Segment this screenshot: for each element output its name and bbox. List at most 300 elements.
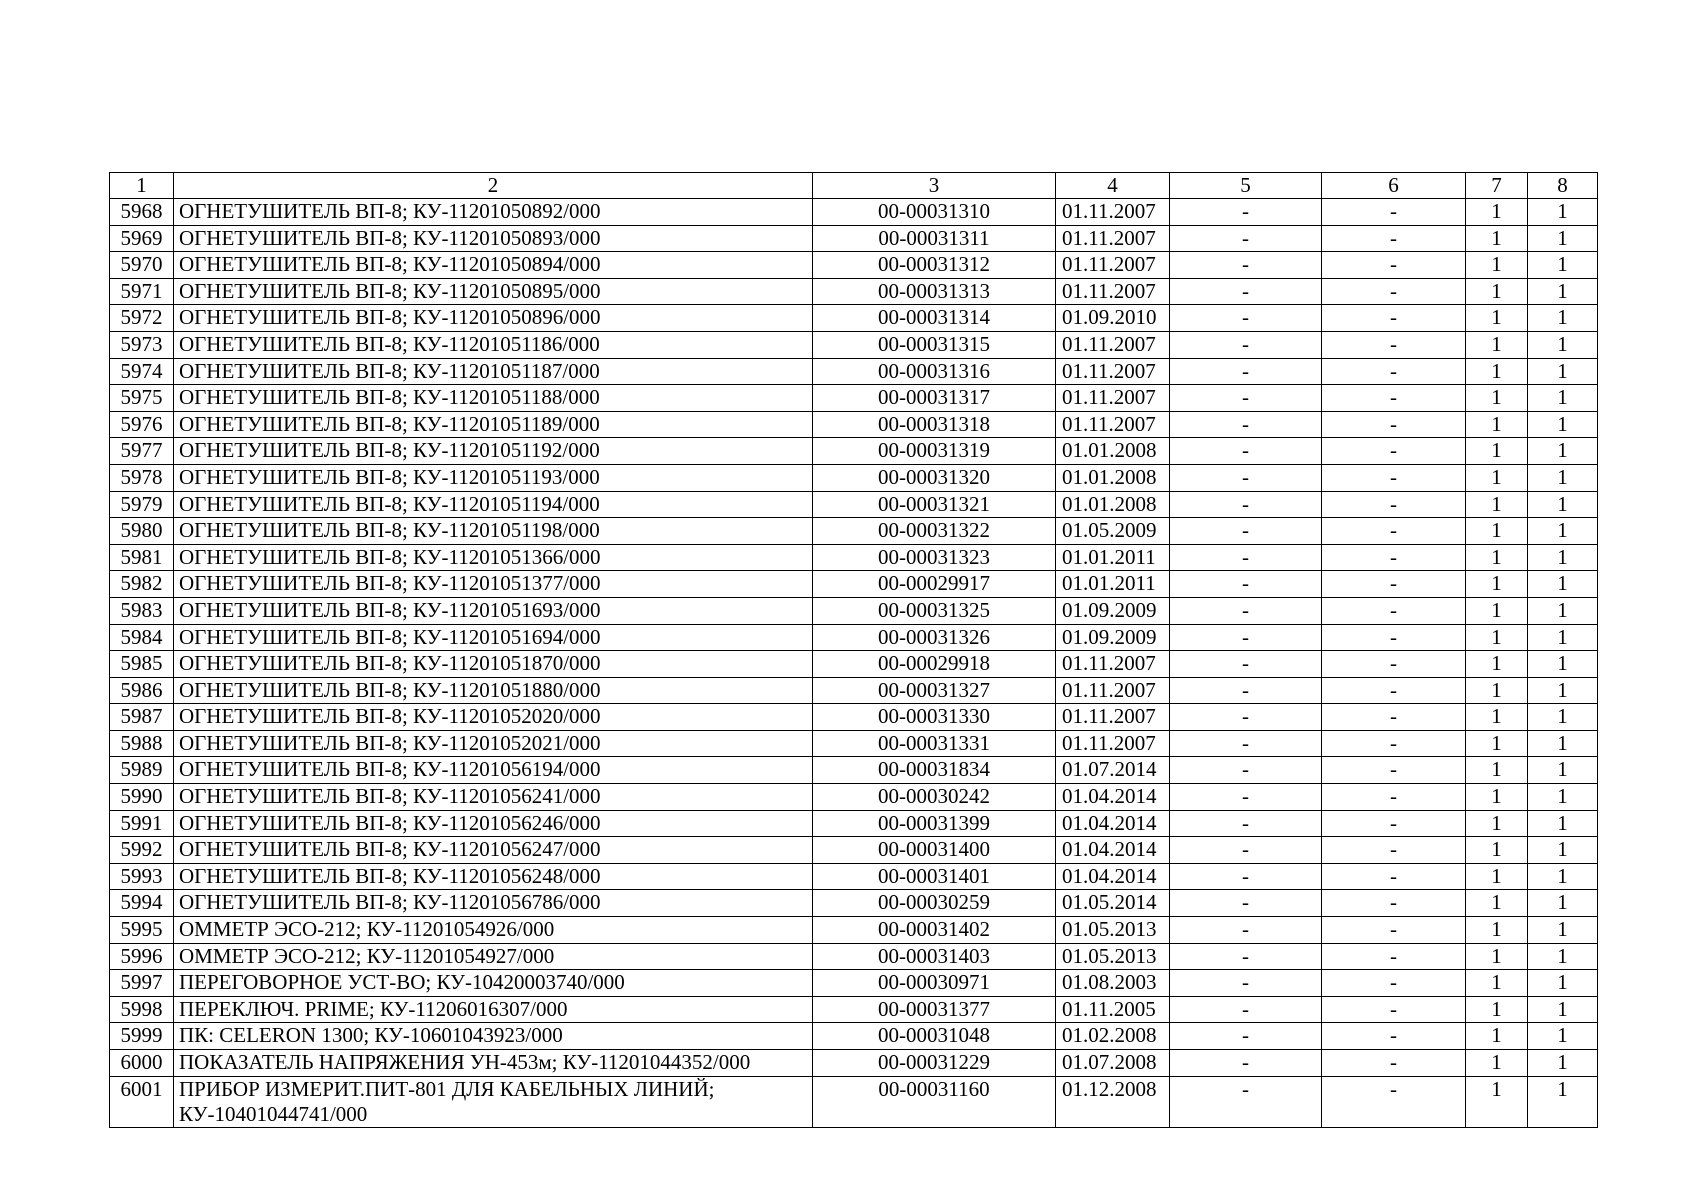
table-row bbox=[110, 677, 1598, 704]
item-name: ОГНЕТУШИТЕЛЬ ВП-8; КУ-11201051693/000 bbox=[174, 597, 813, 624]
row-number: 5981 bbox=[110, 544, 174, 571]
column-7-value: 1 bbox=[1466, 278, 1528, 305]
item-name: ОГНЕТУШИТЕЛЬ ВП-8; КУ-11201051186/000 bbox=[174, 331, 813, 358]
column-6-value: - bbox=[1322, 863, 1466, 890]
date: 01.05.2013 bbox=[1056, 917, 1170, 944]
column-7-value: 1 bbox=[1466, 917, 1528, 944]
item-name: ОГНЕТУШИТЕЛЬ ВП-8; КУ-11201051198/000 bbox=[174, 518, 813, 545]
column-7-value: 1 bbox=[1466, 784, 1528, 811]
column-8-value: 1 bbox=[1528, 464, 1598, 491]
column-5-value: - bbox=[1170, 518, 1322, 545]
date: 01.01.2008 bbox=[1056, 464, 1170, 491]
inventory-number: 00-00031313 bbox=[813, 278, 1056, 305]
column-7-value: 1 bbox=[1466, 305, 1528, 332]
date: 01.01.2008 bbox=[1056, 438, 1170, 465]
item-name: ОГНЕТУШИТЕЛЬ ВП-8; КУ-11201056247/000 bbox=[174, 837, 813, 864]
date: 01.09.2009 bbox=[1056, 624, 1170, 651]
column-8-value: 1 bbox=[1528, 784, 1598, 811]
item-name: ОГНЕТУШИТЕЛЬ ВП-8; КУ-11201056786/000 bbox=[174, 890, 813, 917]
table-row bbox=[110, 1023, 1598, 1050]
row-number: 5990 bbox=[110, 784, 174, 811]
item-name: ПОКАЗАТЕЛЬ НАПРЯЖЕНИЯ УН-453м; КУ-11201044352/000 bbox=[174, 1050, 813, 1077]
table-row bbox=[110, 1076, 1598, 1127]
inventory-number: 00-00031834 bbox=[813, 757, 1056, 784]
table-row bbox=[110, 225, 1598, 252]
column-5-value: - bbox=[1170, 438, 1322, 465]
column-7-value: 1 bbox=[1466, 704, 1528, 731]
column-7-value: 1 bbox=[1466, 491, 1528, 518]
column-8-value: 1 bbox=[1528, 810, 1598, 837]
table-row bbox=[110, 411, 1598, 438]
table-row bbox=[110, 438, 1598, 465]
inventory-number: 00-00031312 bbox=[813, 252, 1056, 279]
table-row bbox=[110, 970, 1598, 997]
column-6-value: - bbox=[1322, 943, 1466, 970]
row-number: 5994 bbox=[110, 890, 174, 917]
date: 01.11.2007 bbox=[1056, 278, 1170, 305]
item-name: ОГНЕТУШИТЕЛЬ ВП-8; КУ-11201051189/000 bbox=[174, 411, 813, 438]
column-5-value: - bbox=[1170, 305, 1322, 332]
row-number: 5991 bbox=[110, 810, 174, 837]
item-name: ОГНЕТУШИТЕЛЬ ВП-8; КУ-11201050896/000 bbox=[174, 305, 813, 332]
column-6-value: - bbox=[1322, 464, 1466, 491]
row-number: 5986 bbox=[110, 677, 174, 704]
column-8-value: 1 bbox=[1528, 1076, 1598, 1127]
row-number: 5995 bbox=[110, 917, 174, 944]
inventory-number: 00-00030259 bbox=[813, 890, 1056, 917]
column-8-value: 1 bbox=[1528, 943, 1598, 970]
column-5-value: - bbox=[1170, 385, 1322, 412]
column-5-value: - bbox=[1170, 225, 1322, 252]
column-8-value: 1 bbox=[1528, 597, 1598, 624]
column-6-value: - bbox=[1322, 757, 1466, 784]
column-5-value: - bbox=[1170, 917, 1322, 944]
column-5-value: - bbox=[1170, 730, 1322, 757]
column-5-value: - bbox=[1170, 358, 1322, 385]
table-row bbox=[110, 837, 1598, 864]
inventory-number: 00-00031311 bbox=[813, 225, 1056, 252]
inventory-number: 00-00031320 bbox=[813, 464, 1056, 491]
item-name: ОГНЕТУШИТЕЛЬ ВП-8; КУ-11201051188/000 bbox=[174, 385, 813, 412]
inventory-number: 00-00029918 bbox=[813, 651, 1056, 678]
column-6-value: - bbox=[1322, 331, 1466, 358]
column-7-value: 1 bbox=[1466, 677, 1528, 704]
column-7-value: 1 bbox=[1466, 1023, 1528, 1050]
column-6-value: - bbox=[1322, 730, 1466, 757]
column-8-value: 1 bbox=[1528, 996, 1598, 1023]
column-5-value: - bbox=[1170, 544, 1322, 571]
column-8-value: 1 bbox=[1528, 358, 1598, 385]
row-number: 5973 bbox=[110, 331, 174, 358]
column-6-value: - bbox=[1322, 278, 1466, 305]
date: 01.04.2014 bbox=[1056, 863, 1170, 890]
table-row bbox=[110, 597, 1598, 624]
inventory-number: 00-00031310 bbox=[813, 199, 1056, 226]
item-name: ОГНЕТУШИТЕЛЬ ВП-8; КУ-11201056246/000 bbox=[174, 810, 813, 837]
table-row bbox=[110, 305, 1598, 332]
row-number: 5998 bbox=[110, 996, 174, 1023]
inventory-number: 00-00031319 bbox=[813, 438, 1056, 465]
inventory-number: 00-00031402 bbox=[813, 917, 1056, 944]
date: 01.11.2005 bbox=[1056, 996, 1170, 1023]
inventory-number: 00-00031325 bbox=[813, 597, 1056, 624]
column-7-value: 1 bbox=[1466, 757, 1528, 784]
column-6-value: - bbox=[1322, 544, 1466, 571]
table-header-row bbox=[110, 173, 1598, 199]
row-number: 5983 bbox=[110, 597, 174, 624]
table-row bbox=[110, 518, 1598, 545]
date: 01.12.2008 bbox=[1056, 1076, 1170, 1127]
inventory-number: 00-00031326 bbox=[813, 624, 1056, 651]
column-7-value: 1 bbox=[1466, 225, 1528, 252]
column-5-value: - bbox=[1170, 863, 1322, 890]
row-number: 5984 bbox=[110, 624, 174, 651]
column-6-value: - bbox=[1322, 358, 1466, 385]
row-number: 5992 bbox=[110, 837, 174, 864]
date: 01.11.2007 bbox=[1056, 199, 1170, 226]
column-8-value: 1 bbox=[1528, 305, 1598, 332]
table-row bbox=[110, 571, 1598, 598]
row-number: 5980 bbox=[110, 518, 174, 545]
column-header-2: 2 bbox=[174, 173, 813, 199]
date: 01.11.2007 bbox=[1056, 331, 1170, 358]
date: 01.04.2014 bbox=[1056, 837, 1170, 864]
date: 01.11.2007 bbox=[1056, 651, 1170, 678]
row-number: 5975 bbox=[110, 385, 174, 412]
table-row bbox=[110, 385, 1598, 412]
column-7-value: 1 bbox=[1466, 411, 1528, 438]
column-header-8: 8 bbox=[1528, 173, 1598, 199]
column-6-value: - bbox=[1322, 917, 1466, 944]
date: 01.05.2013 bbox=[1056, 943, 1170, 970]
column-6-value: - bbox=[1322, 784, 1466, 811]
column-7-value: 1 bbox=[1466, 518, 1528, 545]
column-5-value: - bbox=[1170, 704, 1322, 731]
column-7-value: 1 bbox=[1466, 970, 1528, 997]
row-number: 5988 bbox=[110, 730, 174, 757]
column-6-value: - bbox=[1322, 199, 1466, 226]
date: 01.09.2009 bbox=[1056, 597, 1170, 624]
row-number: 5982 bbox=[110, 571, 174, 598]
table-row bbox=[110, 464, 1598, 491]
column-8-value: 1 bbox=[1528, 970, 1598, 997]
column-header-5: 5 bbox=[1170, 173, 1322, 199]
column-5-value: - bbox=[1170, 1050, 1322, 1077]
column-5-value: - bbox=[1170, 757, 1322, 784]
table-row bbox=[110, 651, 1598, 678]
inventory-number: 00-00031400 bbox=[813, 837, 1056, 864]
row-number: 5976 bbox=[110, 411, 174, 438]
column-7-value: 1 bbox=[1466, 597, 1528, 624]
column-6-value: - bbox=[1322, 305, 1466, 332]
column-6-value: - bbox=[1322, 1023, 1466, 1050]
item-name: ОГНЕТУШИТЕЛЬ ВП-8; КУ-11201056194/000 bbox=[174, 757, 813, 784]
date: 01.05.2014 bbox=[1056, 890, 1170, 917]
column-8-value: 1 bbox=[1528, 1050, 1598, 1077]
table-row bbox=[110, 784, 1598, 811]
column-7-value: 1 bbox=[1466, 624, 1528, 651]
column-7-value: 1 bbox=[1466, 651, 1528, 678]
inventory-number: 00-00031318 bbox=[813, 411, 1056, 438]
item-name: ОГНЕТУШИТЕЛЬ ВП-8; КУ-11201050893/000 bbox=[174, 225, 813, 252]
item-name: ПК: CELERON 1300; КУ-10601043923/000 bbox=[174, 1023, 813, 1050]
date: 01.11.2007 bbox=[1056, 411, 1170, 438]
table-row bbox=[110, 863, 1598, 890]
column-6-value: - bbox=[1322, 491, 1466, 518]
column-5-value: - bbox=[1170, 996, 1322, 1023]
column-6-value: - bbox=[1322, 890, 1466, 917]
item-name: ОГНЕТУШИТЕЛЬ ВП-8; КУ-11201056241/000 bbox=[174, 784, 813, 811]
column-7-value: 1 bbox=[1466, 1050, 1528, 1077]
table-row bbox=[110, 917, 1598, 944]
table-row bbox=[110, 943, 1598, 970]
item-name: ПРИБОР ИЗМЕРИТ.ПИТ-801 ДЛЯ КАБЕЛЬНЫХ ЛИНИЙ; КУ-10401044741/000 bbox=[174, 1076, 813, 1127]
column-5-value: - bbox=[1170, 943, 1322, 970]
date: 01.07.2014 bbox=[1056, 757, 1170, 784]
column-5-value: - bbox=[1170, 810, 1322, 837]
column-7-value: 1 bbox=[1466, 331, 1528, 358]
column-8-value: 1 bbox=[1528, 544, 1598, 571]
row-number: 5997 bbox=[110, 970, 174, 997]
table-row bbox=[110, 199, 1598, 226]
date: 01.11.2007 bbox=[1056, 704, 1170, 731]
inventory-number: 00-00031315 bbox=[813, 331, 1056, 358]
column-5-value: - bbox=[1170, 464, 1322, 491]
inventory-number: 00-00031323 bbox=[813, 544, 1056, 571]
date: 01.02.2008 bbox=[1056, 1023, 1170, 1050]
column-8-value: 1 bbox=[1528, 730, 1598, 757]
column-8-value: 1 bbox=[1528, 757, 1598, 784]
item-name: ОГНЕТУШИТЕЛЬ ВП-8; КУ-11201050895/000 bbox=[174, 278, 813, 305]
table-row bbox=[110, 757, 1598, 784]
column-5-value: - bbox=[1170, 597, 1322, 624]
column-8-value: 1 bbox=[1528, 1023, 1598, 1050]
table-row bbox=[110, 544, 1598, 571]
column-6-value: - bbox=[1322, 677, 1466, 704]
column-5-value: - bbox=[1170, 278, 1322, 305]
column-6-value: - bbox=[1322, 385, 1466, 412]
column-8-value: 1 bbox=[1528, 385, 1598, 412]
column-5-value: - bbox=[1170, 624, 1322, 651]
date: 01.11.2007 bbox=[1056, 385, 1170, 412]
column-8-value: 1 bbox=[1528, 252, 1598, 279]
item-name: ОГНЕТУШИТЕЛЬ ВП-8; КУ-11201051694/000 bbox=[174, 624, 813, 651]
inventory-number: 00-00031160 bbox=[813, 1076, 1056, 1127]
column-5-value: - bbox=[1170, 970, 1322, 997]
inventory-number: 00-00031317 bbox=[813, 385, 1056, 412]
column-7-value: 1 bbox=[1466, 996, 1528, 1023]
table-row bbox=[110, 624, 1598, 651]
date: 01.08.2003 bbox=[1056, 970, 1170, 997]
column-6-value: - bbox=[1322, 970, 1466, 997]
column-8-value: 1 bbox=[1528, 491, 1598, 518]
column-5-value: - bbox=[1170, 411, 1322, 438]
table-row bbox=[110, 810, 1598, 837]
item-name: ОГНЕТУШИТЕЛЬ ВП-8; КУ-11201051192/000 bbox=[174, 438, 813, 465]
table-row bbox=[110, 358, 1598, 385]
row-number: 5971 bbox=[110, 278, 174, 305]
row-number: 5993 bbox=[110, 863, 174, 890]
item-name: ОГНЕТУШИТЕЛЬ ВП-8; КУ-11201051194/000 bbox=[174, 491, 813, 518]
row-number: 5978 bbox=[110, 464, 174, 491]
row-number: 6000 bbox=[110, 1050, 174, 1077]
column-6-value: - bbox=[1322, 252, 1466, 279]
column-5-value: - bbox=[1170, 331, 1322, 358]
column-7-value: 1 bbox=[1466, 810, 1528, 837]
inventory-number: 00-00031229 bbox=[813, 1050, 1056, 1077]
column-5-value: - bbox=[1170, 199, 1322, 226]
column-6-value: - bbox=[1322, 1050, 1466, 1077]
column-7-value: 1 bbox=[1466, 199, 1528, 226]
column-7-value: 1 bbox=[1466, 1076, 1528, 1127]
column-7-value: 1 bbox=[1466, 438, 1528, 465]
row-number: 5985 bbox=[110, 651, 174, 678]
item-name: ОГНЕТУШИТЕЛЬ ВП-8; КУ-11201051187/000 bbox=[174, 358, 813, 385]
column-8-value: 1 bbox=[1528, 518, 1598, 545]
column-6-value: - bbox=[1322, 571, 1466, 598]
inventory-table bbox=[109, 172, 1598, 1128]
column-7-value: 1 bbox=[1466, 863, 1528, 890]
column-8-value: 1 bbox=[1528, 837, 1598, 864]
column-6-value: - bbox=[1322, 518, 1466, 545]
row-number: 5970 bbox=[110, 252, 174, 279]
item-name: ОГНЕТУШИТЕЛЬ ВП-8; КУ-11201052020/000 bbox=[174, 704, 813, 731]
column-8-value: 1 bbox=[1528, 411, 1598, 438]
column-header-4: 4 bbox=[1056, 173, 1170, 199]
column-5-value: - bbox=[1170, 837, 1322, 864]
inventory-number: 00-00031327 bbox=[813, 677, 1056, 704]
column-7-value: 1 bbox=[1466, 837, 1528, 864]
row-number: 5999 bbox=[110, 1023, 174, 1050]
row-number: 6001 bbox=[110, 1076, 174, 1127]
date: 01.01.2011 bbox=[1056, 571, 1170, 598]
row-number: 5974 bbox=[110, 358, 174, 385]
table-row bbox=[110, 331, 1598, 358]
date: 01.01.2011 bbox=[1056, 544, 1170, 571]
date: 01.07.2008 bbox=[1056, 1050, 1170, 1077]
item-name: ОГНЕТУШИТЕЛЬ ВП-8; КУ-11201051377/000 bbox=[174, 571, 813, 598]
item-name: ОГНЕТУШИТЕЛЬ ВП-8; КУ-11201056248/000 bbox=[174, 863, 813, 890]
column-5-value: - bbox=[1170, 677, 1322, 704]
inventory-number: 00-00031314 bbox=[813, 305, 1056, 332]
date: 01.01.2008 bbox=[1056, 491, 1170, 518]
table-row bbox=[110, 730, 1598, 757]
column-7-value: 1 bbox=[1466, 358, 1528, 385]
column-5-value: - bbox=[1170, 1023, 1322, 1050]
column-5-value: - bbox=[1170, 252, 1322, 279]
item-name: ОГНЕТУШИТЕЛЬ ВП-8; КУ-11201050894/000 bbox=[174, 252, 813, 279]
column-7-value: 1 bbox=[1466, 385, 1528, 412]
column-6-value: - bbox=[1322, 1076, 1466, 1127]
item-name: ОГНЕТУШИТЕЛЬ ВП-8; КУ-11201051193/000 bbox=[174, 464, 813, 491]
column-6-value: - bbox=[1322, 996, 1466, 1023]
column-6-value: - bbox=[1322, 411, 1466, 438]
column-8-value: 1 bbox=[1528, 225, 1598, 252]
inventory-number: 00-00031401 bbox=[813, 863, 1056, 890]
item-name: ОГНЕТУШИТЕЛЬ ВП-8; КУ-11201050892/000 bbox=[174, 199, 813, 226]
item-name: ОММЕТР ЭСО-212; КУ-11201054926/000 bbox=[174, 917, 813, 944]
table-row bbox=[110, 1050, 1598, 1077]
inventory-number: 00-00030971 bbox=[813, 970, 1056, 997]
column-header-3: 3 bbox=[813, 173, 1056, 199]
document-page bbox=[109, 172, 1598, 1128]
column-8-value: 1 bbox=[1528, 278, 1598, 305]
column-8-value: 1 bbox=[1528, 199, 1598, 226]
row-number: 5968 bbox=[110, 199, 174, 226]
inventory-number: 00-00030242 bbox=[813, 784, 1056, 811]
row-number: 5996 bbox=[110, 943, 174, 970]
date: 01.11.2007 bbox=[1056, 677, 1170, 704]
inventory-number: 00-00031321 bbox=[813, 491, 1056, 518]
table-row bbox=[110, 890, 1598, 917]
date: 01.09.2010 bbox=[1056, 305, 1170, 332]
table-row bbox=[110, 278, 1598, 305]
item-name: ПЕРЕГОВОРНОЕ УСТ-ВО; КУ-10420003740/000 bbox=[174, 970, 813, 997]
column-5-value: - bbox=[1170, 491, 1322, 518]
column-8-value: 1 bbox=[1528, 438, 1598, 465]
column-7-value: 1 bbox=[1466, 890, 1528, 917]
column-8-value: 1 bbox=[1528, 704, 1598, 731]
column-6-value: - bbox=[1322, 624, 1466, 651]
column-8-value: 1 bbox=[1528, 651, 1598, 678]
date: 01.11.2007 bbox=[1056, 252, 1170, 279]
item-name: ОГНЕТУШИТЕЛЬ ВП-8; КУ-11201051870/000 bbox=[174, 651, 813, 678]
inventory-number: 00-00031316 bbox=[813, 358, 1056, 385]
column-7-value: 1 bbox=[1466, 252, 1528, 279]
column-6-value: - bbox=[1322, 810, 1466, 837]
column-7-value: 1 bbox=[1466, 730, 1528, 757]
column-6-value: - bbox=[1322, 438, 1466, 465]
column-5-value: - bbox=[1170, 784, 1322, 811]
column-8-value: 1 bbox=[1528, 331, 1598, 358]
row-number: 5977 bbox=[110, 438, 174, 465]
item-name: ОГНЕТУШИТЕЛЬ ВП-8; КУ-11201051366/000 bbox=[174, 544, 813, 571]
column-5-value: - bbox=[1170, 1076, 1322, 1127]
column-6-value: - bbox=[1322, 651, 1466, 678]
row-number: 5969 bbox=[110, 225, 174, 252]
column-7-value: 1 bbox=[1466, 943, 1528, 970]
inventory-number: 00-00031048 bbox=[813, 1023, 1056, 1050]
column-6-value: - bbox=[1322, 225, 1466, 252]
inventory-number: 00-00031322 bbox=[813, 518, 1056, 545]
column-6-value: - bbox=[1322, 837, 1466, 864]
table-row bbox=[110, 252, 1598, 279]
column-7-value: 1 bbox=[1466, 544, 1528, 571]
column-7-value: 1 bbox=[1466, 464, 1528, 491]
date: 01.11.2007 bbox=[1056, 358, 1170, 385]
item-name: ОММЕТР ЭСО-212; КУ-11201054927/000 bbox=[174, 943, 813, 970]
inventory-number: 00-00031377 bbox=[813, 996, 1056, 1023]
row-number: 5972 bbox=[110, 305, 174, 332]
row-number: 5979 bbox=[110, 491, 174, 518]
inventory-number: 00-00031403 bbox=[813, 943, 1056, 970]
item-name: ОГНЕТУШИТЕЛЬ ВП-8; КУ-11201051880/000 bbox=[174, 677, 813, 704]
date: 01.04.2014 bbox=[1056, 810, 1170, 837]
column-8-value: 1 bbox=[1528, 624, 1598, 651]
column-5-value: - bbox=[1170, 890, 1322, 917]
column-6-value: - bbox=[1322, 597, 1466, 624]
inventory-number: 00-00029917 bbox=[813, 571, 1056, 598]
date: 01.11.2007 bbox=[1056, 225, 1170, 252]
table-row bbox=[110, 996, 1598, 1023]
table-row bbox=[110, 704, 1598, 731]
date: 01.11.2007 bbox=[1056, 730, 1170, 757]
column-8-value: 1 bbox=[1528, 677, 1598, 704]
column-7-value: 1 bbox=[1466, 571, 1528, 598]
column-header-1: 1 bbox=[110, 173, 174, 199]
column-5-value: - bbox=[1170, 651, 1322, 678]
row-number: 5989 bbox=[110, 757, 174, 784]
